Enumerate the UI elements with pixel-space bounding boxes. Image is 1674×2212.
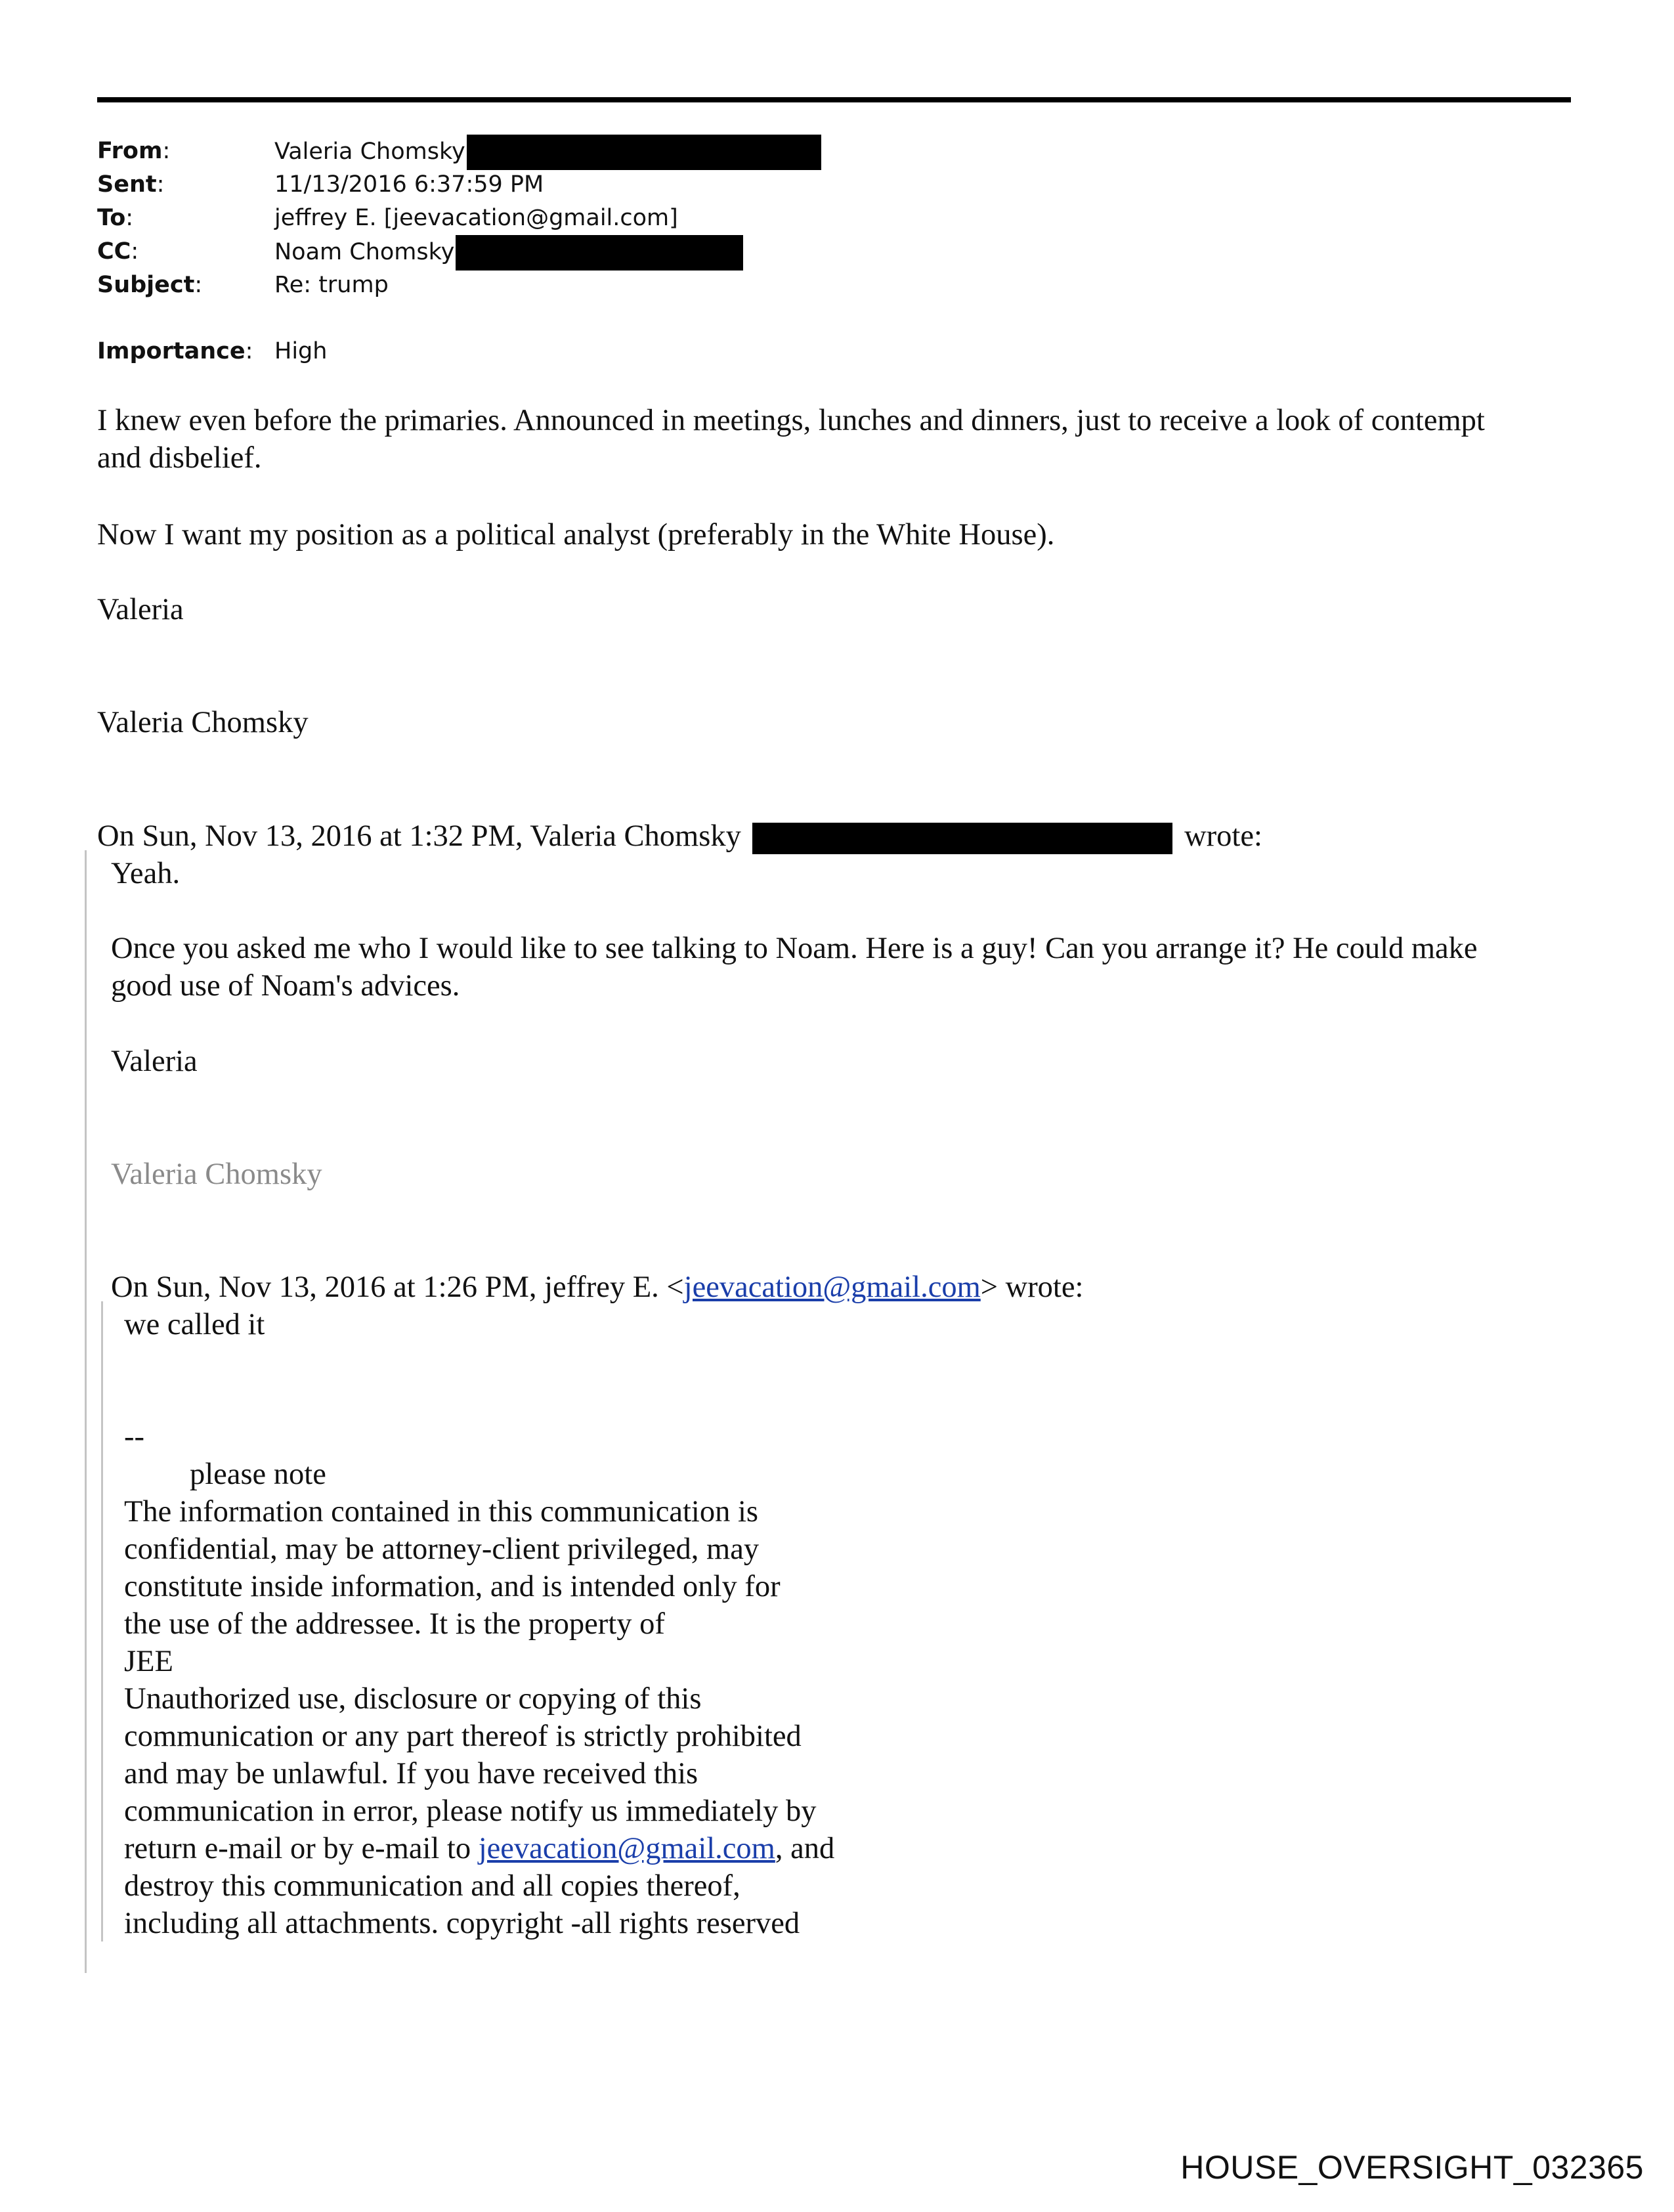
- quote-paragraph: Once you asked me who I would like to see talking to Noam. Here is a guy! Can you arrange it? He could make good use of Noam's advices.: [111, 932, 1478, 1003]
- quote-bar: [85, 850, 87, 1973]
- disclaimer-line: communication or any part thereof is strictly prohibited: [124, 1720, 802, 1753]
- signature-first-name: Valeria: [97, 593, 184, 626]
- nested-quote-line: we called it: [124, 1308, 265, 1341]
- message-body: [97, 402, 1528, 477]
- disclaimer-line: the use of the addressee. It is the property of: [124, 1607, 665, 1641]
- top-rule: [97, 97, 1571, 102]
- disclaimer-line: and may be unlawful. If you have received this: [124, 1757, 698, 1790]
- disclaimer-line: The information contained in this communication is: [124, 1495, 758, 1529]
- disclaimer-line: destroy this communication and all copies thereof,: [124, 1869, 740, 1903]
- sent-label: Sent: [97, 171, 157, 198]
- subject-label: Subject: [97, 272, 195, 298]
- cc-label: CC: [97, 238, 131, 265]
- nested-quote-attribution: On Sun, Nov 13, 2016 at 1:26 PM, jeffrey E. <jeevacation@gmail.com> wrote:: [111, 1270, 1084, 1304]
- quote-attribution: On Sun, Nov 13, 2016 at 1:32 PM, Valeria Chomsky wrote:: [97, 817, 1262, 855]
- message-paragraph: I knew even before the primaries. Announced in meetings, lunches and dinners, just to receive a look of contempt and disbelief.: [97, 404, 1485, 475]
- quote-line: Yeah.: [111, 857, 181, 890]
- email-link[interactable]: jeevacation@gmail.com: [478, 1832, 775, 1865]
- email-link[interactable]: jeevacation@gmail.com: [683, 1270, 981, 1304]
- note-heading: please note: [190, 1458, 326, 1491]
- disclaimer-line: constitute inside information, and is intended only for: [124, 1570, 781, 1603]
- cc-value: Noam Chomsky: [274, 239, 455, 265]
- disclaimer-line: Unauthorized use, disclosure or copying of this: [124, 1682, 702, 1716]
- importance-label: Importance: [97, 338, 246, 364]
- document-id: HOUSE_OVERSIGHT_032365: [1180, 2149, 1644, 2186]
- redaction-block: [467, 135, 821, 170]
- from-value: Valeria Chomsky: [274, 139, 465, 165]
- message-paragraph: Now I want my position as a political analyst (preferably in the White House).: [97, 518, 1055, 552]
- disclaimer-line: including all attachments. copyright -all rights reserved: [124, 1907, 800, 1940]
- redaction-block: [456, 235, 743, 271]
- to-value: jeffrey E. [jeevacation@gmail.com]: [274, 205, 678, 231]
- subject-value: Re: trump: [274, 272, 389, 298]
- signature-full-name: Valeria Chomsky: [97, 706, 309, 739]
- disclaimer-line: JEE: [124, 1645, 173, 1678]
- disclaimer-line: return e-mail or by e-mail to jeevacation@gmail.com, and: [124, 1832, 835, 1865]
- quote-signature-full-name: Valeria Chomsky: [111, 1158, 322, 1191]
- signature-dashes: --: [124, 1420, 144, 1454]
- sent-value: 11/13/2016 6:37:59 PM: [274, 171, 544, 198]
- to-label: To: [97, 205, 126, 231]
- quote-signature-first-name: Valeria: [111, 1045, 198, 1078]
- disclaimer-line: confidential, may be attorney-client privileged, may: [124, 1532, 760, 1566]
- from-label: From: [97, 138, 163, 164]
- redaction-block: [752, 823, 1172, 854]
- importance-value: High: [274, 338, 328, 364]
- email-disclaimer: [124, 1418, 834, 1942]
- nested-quote-bar: [101, 1301, 103, 1941]
- disclaimer-line: communication in error, please notify us immediately by: [124, 1794, 817, 1828]
